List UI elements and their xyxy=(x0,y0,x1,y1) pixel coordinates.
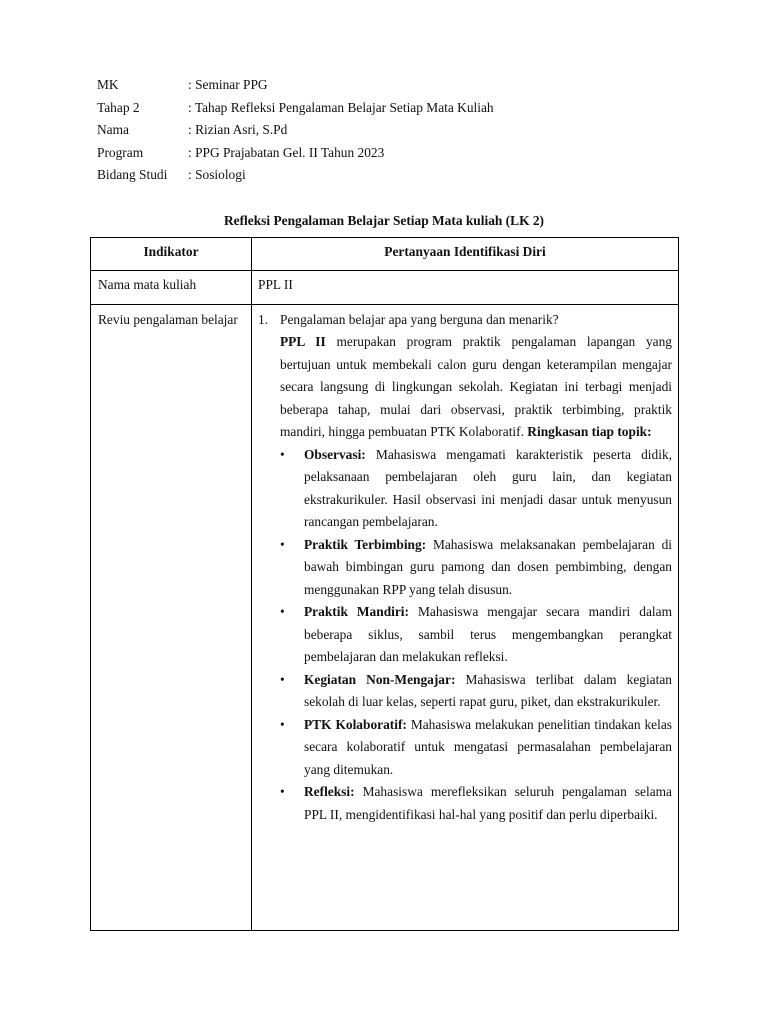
topic-text: Mahasiswa terlibat dalam kegiatan sekolah di luar kelas, seperti rapat guru, piket, dan ekstrakurikuler. xyxy=(304,671,672,709)
list-item-text xyxy=(304,781,672,826)
topic-term: Refleksi: xyxy=(304,784,355,799)
info-value: : Sosiologi xyxy=(188,167,246,182)
list-item xyxy=(280,444,672,534)
summary-heading: Ringkasan tiap topik: xyxy=(527,424,652,439)
topic-term: PTK Kolaboratif: xyxy=(304,716,407,732)
info-value: : Tahap Refleksi Pengalaman Belajar Setiap Mata Kuliah xyxy=(188,99,494,115)
column-header-indikator: Indikator xyxy=(91,238,252,271)
list-item-text xyxy=(304,601,672,669)
list-item-text xyxy=(304,714,672,782)
bullet-icon: • xyxy=(280,536,285,552)
info-label: Tahap 2 xyxy=(97,99,140,115)
topic-text: Mahasiswa melaksanakan pembelajaran di bawah bimbingan guru pamong dan dosen pembimbing, dengan menggunakan RPP yang telah disusun. xyxy=(304,536,672,597)
column-header-pertanyaan: Pertanyaan Identifikasi Diri xyxy=(252,238,679,271)
topic-term: Kegiatan Non-Mengajar: xyxy=(304,671,456,687)
info-label: Nama xyxy=(97,122,129,137)
topic-list xyxy=(280,444,672,827)
topic-text: Mahasiswa melakukan penelitian tindakan kelas secara kolaboratif untuk mengatasi permasalahan pembelajaran yang ditemukan. xyxy=(304,716,672,777)
info-row-tahap xyxy=(97,97,494,120)
info-value: : Rizian Asri, S.Pd xyxy=(188,122,288,137)
table-row xyxy=(91,305,679,931)
list-item xyxy=(280,601,672,669)
answer-body xyxy=(280,331,672,444)
info-row-nama xyxy=(97,119,494,142)
list-item-text xyxy=(304,534,672,602)
intro-bold: PPL II xyxy=(280,334,326,349)
list-item xyxy=(280,781,672,826)
question-text: Pengalaman belajar apa yang berguna dan menarik? xyxy=(280,312,559,327)
cell-nama-mata-kuliah-label: Nama mata kuliah xyxy=(91,271,252,305)
bullet-icon: • xyxy=(280,446,285,462)
list-item xyxy=(280,534,672,602)
topic-term: Observasi: xyxy=(304,446,366,462)
topic-text: Mahasiswa mengamati karakteristik peserta didik, pelaksanaan pembelajaran oleh guru lain, dan kegiatan ekstrakurikuler. Hasil observasi ini menjadi dasar untuk menyusun rancangan pembelajaran. xyxy=(304,446,672,529)
info-label: Bidang Studi xyxy=(97,167,168,182)
info-row-program xyxy=(97,142,494,165)
document-title: Refleksi Pengalaman Belajar Setiap Mata kuliah (LK 2) xyxy=(223,213,544,228)
cell-reviu-content xyxy=(252,305,679,931)
bullet-icon: • xyxy=(280,784,285,799)
answer-paragraph xyxy=(280,331,672,444)
info-value: : PPG Prajabatan Gel. II Tahun 2023 xyxy=(188,144,385,160)
intro-text: merupakan program praktik pengalaman lapangan yang bertujuan untuk membekali calon guru dengan keterampilan mengajar secara langsung di lingkungan sekolah. Kegiatan ini terbagi menjadi beberapa tahap, mulai dari observasi, praktik terbimbing, praktik mandiri, hingga pembuatan PTK Kolaboratif. xyxy=(280,334,672,439)
topic-term: Praktik Terbimbing: xyxy=(304,536,427,552)
bullet-icon: • xyxy=(280,604,285,619)
cell-reviu-label: Reviu pengalaman belajar xyxy=(91,305,252,931)
info-label: MK xyxy=(97,77,119,92)
info-row-bidang-studi xyxy=(97,164,494,187)
cell-nama-mata-kuliah-value: PPL II xyxy=(252,271,679,305)
bullet-icon: • xyxy=(280,716,285,732)
list-item xyxy=(280,669,672,714)
topic-text: Mahasiswa merefleksikan seluruh pengalaman selama PPL II, mengidentifikasi hal-hal yang positif dan perlu diperbaiki. xyxy=(304,784,672,822)
question-number: 1. xyxy=(258,312,269,327)
topic-text: Mahasiswa mengajar secara mandiri dalam beberapa siklus, sambil terus mengembangkan perangkat pembelajaran dan melakukan refleksi. xyxy=(304,604,672,664)
list-item-text xyxy=(304,444,672,534)
reflection-table xyxy=(90,237,679,931)
topic-term: Praktik Mandiri: xyxy=(304,604,409,619)
list-item-text xyxy=(304,669,672,714)
bullet-icon: • xyxy=(280,671,285,687)
table-header-row xyxy=(91,238,679,271)
info-label: Program xyxy=(97,144,144,160)
table-row xyxy=(91,271,679,305)
info-block xyxy=(97,74,494,187)
info-value: : Seminar PPG xyxy=(188,77,268,92)
question-line xyxy=(258,308,672,331)
list-item xyxy=(280,714,672,782)
info-row-mk xyxy=(97,74,494,97)
